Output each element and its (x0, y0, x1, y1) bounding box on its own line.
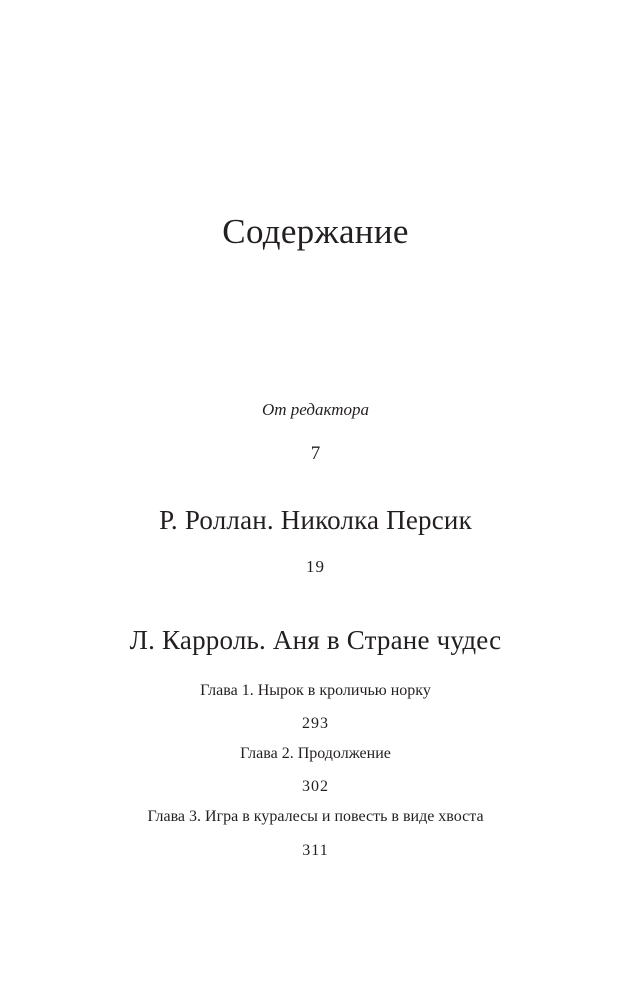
toc-chapter-2-label: Глава 2. Продолжение (240, 745, 391, 762)
toc-chapter-3-page: 311 (302, 842, 329, 859)
toc-chapter-3-label: Глава 3. Игра в куралесы и повесть в виде хвоста (147, 808, 484, 825)
toc-section-carroll-title: Л. Карроль. Аня в Стране чудес (129, 625, 502, 655)
toc-chapter-1-page: 293 (302, 715, 329, 732)
toc-chapter-1-label: Глава 1. Нырок в кроличью норку (200, 682, 431, 699)
page-title: Содержание (222, 212, 409, 251)
toc-section-rolland-page: 19 (306, 557, 325, 576)
toc-entry-editor-page: 7 (310, 443, 321, 464)
toc-chapter-2-page: 302 (302, 778, 329, 795)
toc-entry-editor-label: От редактора (261, 400, 370, 419)
toc-section-rolland-title: Р. Роллан. Николка Персик (159, 505, 472, 535)
